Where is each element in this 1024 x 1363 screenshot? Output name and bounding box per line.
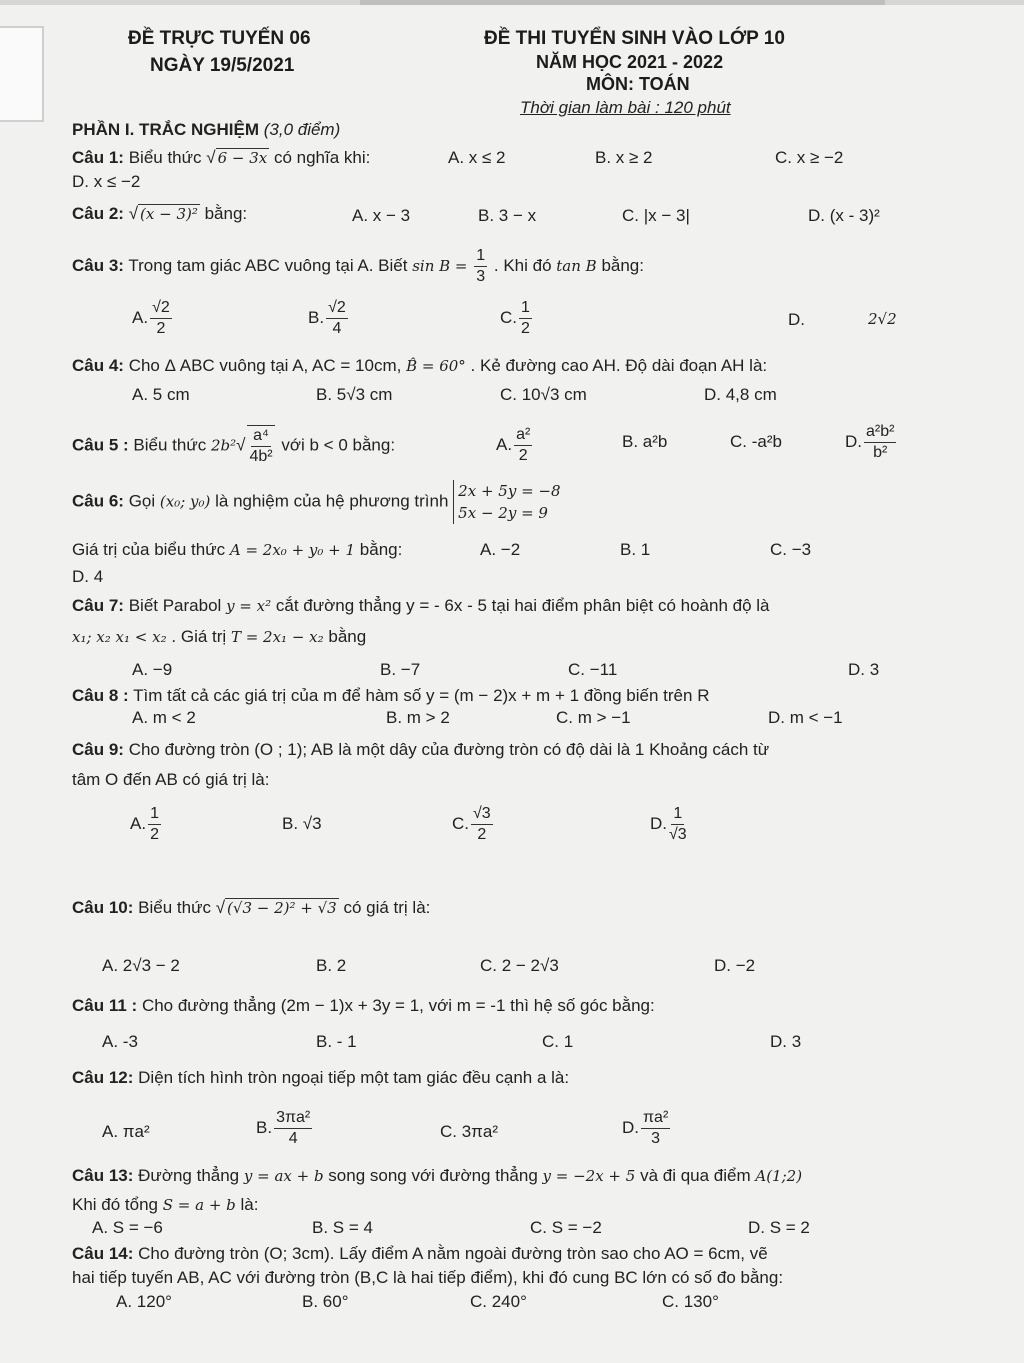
- question-10: Câu 10: Biểu thức √ (√3 − 2)² + √3 có giá trị là:: [72, 898, 431, 917]
- q9-option-d[interactable]: [650, 804, 689, 845]
- q2-option-d[interactable]: D. (x - 3)²: [808, 206, 880, 225]
- q12-d-den: 3: [651, 1130, 661, 1147]
- q7-line2-text: Giá trị: [180, 627, 227, 646]
- q12-b-num: 3πa²: [274, 1108, 312, 1129]
- q4-option-c[interactable]: C. 10√3 cm: [500, 385, 587, 404]
- q13-text-b: song song với đường thẳng: [328, 1166, 538, 1185]
- q7-label: Câu 7:: [72, 596, 124, 615]
- q10-text-b: có giá trị là:: [343, 898, 431, 917]
- q8-option-b[interactable]: B. m > 2: [386, 708, 450, 727]
- q4-option-b[interactable]: B. 5√3 cm: [316, 385, 393, 404]
- q8-option-d[interactable]: D. m < −1: [768, 708, 843, 727]
- q8-label: Câu 8 :: [72, 686, 129, 705]
- q1-option-a[interactable]: A. x ≤ 2: [448, 148, 506, 167]
- exam-date: NGÀY 19/5/2021: [150, 55, 295, 76]
- q6-line2-text-b: bằng:: [359, 540, 403, 559]
- q6-text-b: là nghiệm của hệ phương trình: [215, 491, 449, 511]
- q9-d-frac: [669, 804, 687, 845]
- q12-d-frac: [641, 1108, 670, 1149]
- q5-radical: [247, 425, 274, 467]
- side-panel-frame: [0, 26, 44, 122]
- q9-line-2: tâm O đến AB có giá trị là:: [72, 770, 270, 789]
- q6-option-a[interactable]: A. −2: [480, 540, 521, 559]
- q3-tan: tan B: [556, 256, 597, 275]
- question-11: [72, 996, 655, 1016]
- q5-a-pre: A.: [496, 434, 513, 454]
- q12-b-den: 4: [288, 1130, 298, 1147]
- section-title: PHẦN I. TRẮC NGHIỆM: [72, 120, 259, 139]
- q6-eq1: 2x + 5y = −8: [458, 482, 561, 500]
- q11-option-c[interactable]: C. 1: [542, 1032, 574, 1051]
- q6-line2-text: Giá trị của biểu thức: [72, 540, 226, 559]
- q11-option-a[interactable]: A. -3: [102, 1032, 138, 1051]
- q13-line-eq: y = ax + b: [243, 1167, 324, 1185]
- q3-b-den: 4: [332, 320, 342, 337]
- q3-text-b: . Khi đó: [493, 255, 552, 275]
- question-2: Câu 2: √ (x − 3)² bằng:: [72, 204, 248, 223]
- q5-d-num: a²b²: [864, 422, 896, 443]
- q4-label: Câu 4:: [72, 356, 124, 375]
- q3-text: Trong tam giác ABC vuông tại A. Biết: [128, 255, 408, 275]
- q5-d-pre: D.: [845, 431, 862, 451]
- q7-line2-text-c: bằng: [328, 627, 367, 646]
- q12-option-d[interactable]: [622, 1108, 672, 1149]
- q3-a-pre: A.: [132, 307, 149, 327]
- q12-b-frac: [274, 1108, 312, 1149]
- q5-a-num: a²: [514, 425, 532, 446]
- q4-text-b: . Kẻ đường cao AH. Độ dài đoạn AH là:: [470, 356, 768, 375]
- q13-line2-text-b: là:: [240, 1195, 259, 1214]
- q6-option-d[interactable]: D. 4: [72, 567, 104, 586]
- q3-b-pre: B.: [308, 307, 325, 327]
- q3-option-d-value: 2√2: [868, 310, 897, 328]
- q5-option-d[interactable]: [845, 422, 898, 463]
- q14-line-2: hai tiếp tuyến AB, AC với đường tròn (B,C là hai tiếp điểm), khi đó cung BC lớn có số đo bằng:: [72, 1268, 784, 1287]
- q11-text: Cho đường thẳng (2m − 1)x + 3y = 1, với m = -1 thì hệ số góc bằng:: [141, 996, 655, 1015]
- q7-option-b[interactable]: B. −7: [380, 660, 421, 679]
- q14-label: Câu 14:: [72, 1244, 134, 1263]
- q2-expr: (x − 3)²: [140, 205, 198, 223]
- question-7: [72, 596, 770, 616]
- q12-label: Câu 12:: [72, 1068, 134, 1087]
- q10-option-b[interactable]: B. 2: [316, 956, 347, 975]
- q5-rad-den: 4b²: [249, 448, 273, 465]
- q3-a-frac: [150, 298, 172, 339]
- toolbar-segment: [360, 0, 885, 5]
- q1-text: Biểu thức: [128, 148, 202, 167]
- exam-title: ĐỀ THI TUYỂN SINH VÀO LỚP 10: [484, 28, 785, 49]
- q9-d-den: √3: [669, 826, 687, 843]
- q3-num: 1: [474, 246, 487, 267]
- q6-line-2: [72, 540, 402, 560]
- q2-option-b[interactable]: B. 3 − x: [478, 206, 537, 225]
- q13-line2-text: Khi đó tổng: [72, 1195, 159, 1214]
- q3-den: 3: [476, 268, 486, 285]
- q9-d-pre: D.: [650, 813, 667, 833]
- q3-text-c: bằng:: [601, 255, 644, 275]
- q9-label: Câu 9:: [72, 740, 124, 759]
- q9-c-num: √3: [471, 804, 493, 825]
- q10-label: Câu 10:: [72, 898, 134, 917]
- q1-option-c[interactable]: C. x ≥ −2: [775, 148, 844, 167]
- q13-option-a[interactable]: A. S = −6: [92, 1218, 163, 1237]
- q3-a-num: √2: [150, 298, 172, 319]
- q6-text: Gọi: [128, 491, 156, 511]
- q13-line-2: [72, 1195, 258, 1215]
- q4-text: Cho Δ ABC vuông tại A, AC = 10cm,: [128, 356, 402, 375]
- q13-option-b[interactable]: B. S = 4: [312, 1218, 373, 1237]
- q3-b-num: √2: [326, 298, 348, 319]
- section-points: (3,0 điểm): [263, 120, 341, 139]
- q9-c-den: 2: [477, 826, 487, 843]
- q1-option-d[interactable]: D. x ≤ −2: [72, 172, 141, 191]
- q7-parabola: y = x²: [226, 597, 272, 615]
- q12-d-pre: D.: [622, 1117, 639, 1137]
- q6-pair: (x₀; y₀): [159, 492, 211, 511]
- q4-option-d[interactable]: D. 4,8 cm: [704, 385, 777, 404]
- q13-label: Câu 13:: [72, 1166, 134, 1185]
- question-9: [72, 740, 769, 760]
- q13-point: A(1;2): [755, 1167, 803, 1185]
- q11-label: Câu 11 :: [72, 996, 138, 1015]
- q10-text: Biểu thức: [138, 898, 211, 917]
- q12-b-pre: B.: [256, 1117, 273, 1137]
- q3-option-a[interactable]: [132, 298, 174, 339]
- top-toolbar-strip: [0, 0, 1024, 5]
- q12-option-c[interactable]: C. 3πa²: [440, 1122, 499, 1141]
- q12-option-b[interactable]: [256, 1108, 314, 1149]
- q13-sum: S = a + b: [162, 1196, 236, 1214]
- q13-parallel-eq: y = −2x + 5: [542, 1167, 636, 1185]
- q7-text: Biết Parabol: [128, 596, 222, 615]
- q5-rad-num: a⁴: [251, 426, 271, 447]
- q5-a-frac: [514, 425, 532, 466]
- q3-c-pre: C.: [500, 307, 517, 327]
- q4-angle: B̂ = 60°: [406, 357, 466, 375]
- subject: MÔN: TOÁN: [586, 74, 690, 94]
- q10-option-a[interactable]: A. 2√3 − 2: [102, 956, 180, 975]
- q13-text-c: và đi qua điểm: [640, 1166, 751, 1185]
- q6-eq2: 5x − 2y = 9: [458, 504, 548, 522]
- q1-text-b: có nghĩa khi:: [273, 148, 371, 167]
- q14-option-c[interactable]: C. 240°: [470, 1292, 527, 1311]
- q2-option-c[interactable]: C. |x − 3|: [622, 206, 690, 225]
- question-3: [72, 246, 644, 287]
- q6-expr: A = 2x₀ + y₀ + 1: [229, 541, 356, 559]
- q12-text: Diện tích hình tròn ngoại tiếp một tam giác đều cạnh a là:: [138, 1068, 570, 1087]
- q12-option-a[interactable]: A. πa²: [102, 1122, 150, 1141]
- q1-option-b[interactable]: B. x ≥ 2: [595, 148, 653, 167]
- q7-line-2: [72, 627, 366, 647]
- question-14: [72, 1244, 768, 1264]
- q8-option-a[interactable]: A. m < 2: [132, 708, 196, 727]
- q7-expr: T = 2x₁ − x₂: [230, 628, 324, 646]
- question-5: Câu 5 : Biểu thức 2b²√ $\frac{\text{a⁴}}{\text{4b²}}$ với b < 0 bằng:: [72, 427, 396, 465]
- q8-text: Tìm tất cả các giá trị của m để hàm số y = (m − 2)x + m + 1 đồng biến trên R: [133, 686, 710, 705]
- q11-option-d[interactable]: D. 3: [770, 1032, 802, 1051]
- q6-label: Câu 6:: [72, 491, 124, 511]
- q5-option-c[interactable]: C. -a²b: [730, 432, 782, 451]
- q3-option-c[interactable]: [500, 298, 534, 339]
- q13-option-d[interactable]: D. S = 2: [748, 1218, 810, 1237]
- q4-option-a[interactable]: A. 5 cm: [132, 385, 190, 404]
- q9-c-pre: C.: [452, 813, 469, 833]
- q14-text: Cho đường tròn (O; 3cm). Lấy điểm A nằm ngoài đường tròn sao cho AO = 6cm, vẽ: [138, 1244, 768, 1263]
- q5-option-a[interactable]: [496, 425, 534, 466]
- q6-system: [453, 480, 560, 524]
- q13-option-c[interactable]: C. S = −2: [530, 1218, 602, 1237]
- q5-option-b[interactable]: B. a²b: [622, 432, 668, 451]
- q5-a-den: 2: [518, 447, 528, 464]
- q9-text: Cho đường tròn (O ; 1); AB là một dây của đường tròn có độ dài là 1 Khoảng cách từ: [128, 740, 770, 759]
- q2-label: Câu 2:: [72, 204, 124, 223]
- q7-roots: x₁; x₂ x₁ < x₂ .: [72, 628, 177, 646]
- q9-a-num: 1: [148, 804, 161, 825]
- q9-d-num: 1: [671, 804, 684, 825]
- question-12: [72, 1068, 569, 1088]
- q3-b-frac: [326, 298, 348, 339]
- q1-label: Câu 1:: [72, 148, 124, 167]
- q2-option-a[interactable]: A. x − 3: [352, 206, 411, 225]
- question-13: [72, 1166, 802, 1186]
- q5-d-den: b²: [873, 444, 888, 461]
- q10-expr: (√3 − 2)² + √3: [227, 899, 337, 917]
- q3-label: Câu 3:: [72, 255, 124, 275]
- q3-c-frac: [519, 298, 532, 339]
- q8-option-c[interactable]: C. m > −1: [556, 708, 631, 727]
- q6-option-b[interactable]: B. 1: [620, 540, 651, 559]
- q6-option-c[interactable]: C. −3: [770, 540, 812, 559]
- q11-option-b[interactable]: B. - 1: [316, 1032, 357, 1051]
- q5-coef: 2b²: [210, 436, 237, 455]
- q9-option-a[interactable]: [130, 804, 163, 845]
- q2-text: bằng:: [204, 204, 248, 223]
- q9-option-b[interactable]: B. √3: [282, 814, 322, 833]
- q10-option-c[interactable]: C. 2 − 2√3: [480, 956, 559, 975]
- question-6: [72, 480, 561, 524]
- time-limit: Thời gian làm bài : 120 phút: [520, 98, 731, 117]
- q3-option-b[interactable]: [308, 298, 350, 339]
- q5-text: Biểu thức: [133, 435, 207, 455]
- question-8: [72, 686, 709, 706]
- q10-option-d[interactable]: D. −2: [714, 956, 756, 975]
- q14-option-d[interactable]: C. 130°: [662, 1292, 719, 1311]
- q7-option-c[interactable]: C. −11: [568, 660, 618, 679]
- q9-a-pre: A.: [130, 813, 147, 833]
- q12-d-num: πa²: [641, 1108, 670, 1129]
- q14-option-b[interactable]: B. 60°: [302, 1292, 349, 1311]
- question-1: Câu 1: Biểu thức √ 6 − 3x có nghĩa khi:: [72, 148, 371, 167]
- q3-sin: sin B =: [412, 256, 468, 275]
- q9-option-c[interactable]: [452, 804, 495, 845]
- q5-label: Câu 5 :: [72, 435, 129, 455]
- q13-text: Đường thẳng: [138, 1166, 240, 1185]
- question-4: [72, 356, 767, 376]
- q3-c-den: 2: [521, 320, 530, 337]
- q7-text-b: cắt đường thẳng y = - 6x - 5 tại hai điểm phân biệt có hoành độ là: [275, 596, 770, 615]
- q7-option-d[interactable]: D. 3: [848, 660, 880, 679]
- exam-code-title: ĐỀ TRỰC TUYẾN 06: [128, 28, 311, 49]
- q5-d-frac: [864, 422, 896, 463]
- q3-option-d-label[interactable]: D.: [788, 310, 805, 329]
- school-year: NĂM HỌC 2021 - 2022: [536, 52, 724, 72]
- q9-a-frac: [148, 804, 161, 845]
- q3-fraction: [474, 246, 487, 287]
- q1-expr: 6 − 3x: [217, 149, 268, 167]
- q14-option-a[interactable]: A. 120°: [116, 1292, 172, 1311]
- q3-a-den: 2: [156, 320, 166, 337]
- section-heading: [72, 120, 340, 140]
- q5-text-b: với b < 0 bằng:: [281, 435, 396, 455]
- q7-option-a[interactable]: A. −9: [132, 660, 173, 679]
- q9-a-den: 2: [150, 826, 159, 843]
- q9-c-frac: [471, 804, 493, 845]
- q3-c-num: 1: [519, 298, 532, 319]
